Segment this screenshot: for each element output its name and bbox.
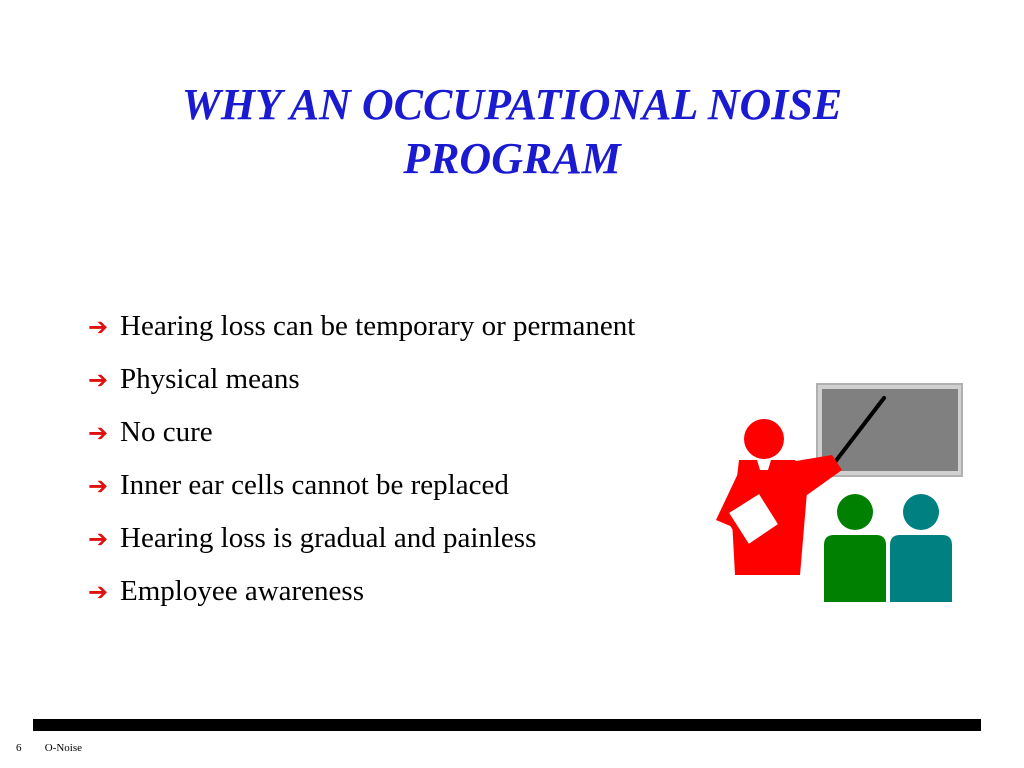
presenter-clipart: [700, 380, 970, 610]
bullet-text: Physical means: [120, 363, 300, 395]
right-arrow-icon: ➔: [88, 471, 109, 500]
footer-divider: [33, 719, 981, 731]
right-arrow-icon: ➔: [88, 418, 109, 447]
audience-member-green: [824, 494, 886, 602]
bullet-text: Employee awareness: [120, 575, 364, 607]
right-arrow-icon: ➔: [88, 312, 109, 341]
title-line-2: PROGRAM: [403, 134, 621, 183]
bullet-item: [88, 353, 635, 406]
title-line-1: WHY AN OCCUPATIONAL NOISE: [181, 80, 843, 129]
right-arrow-icon: ➔: [88, 365, 109, 394]
bullet-item: [88, 406, 635, 459]
bullet-text: Inner ear cells cannot be replaced: [120, 469, 509, 501]
bullet-text: Hearing loss can be temporary or permanent: [120, 310, 636, 342]
bullet-item: [88, 565, 635, 618]
right-arrow-icon: ➔: [88, 524, 109, 553]
audience-member-teal: [890, 494, 952, 602]
bullet-text: Hearing loss is gradual and painless: [120, 522, 537, 554]
footer: [16, 742, 82, 754]
bullet-text: No cure: [120, 416, 213, 448]
slide-title: [0, 78, 1024, 186]
bullet-item: [88, 459, 635, 512]
bullet-list: [88, 300, 635, 618]
right-arrow-icon: ➔: [88, 577, 109, 606]
page-number: 6: [16, 742, 22, 754]
bullet-item: [88, 300, 635, 353]
presentation-board: [817, 384, 962, 476]
bullet-item: [88, 512, 635, 565]
footer-label: O-Noise: [44, 742, 83, 754]
